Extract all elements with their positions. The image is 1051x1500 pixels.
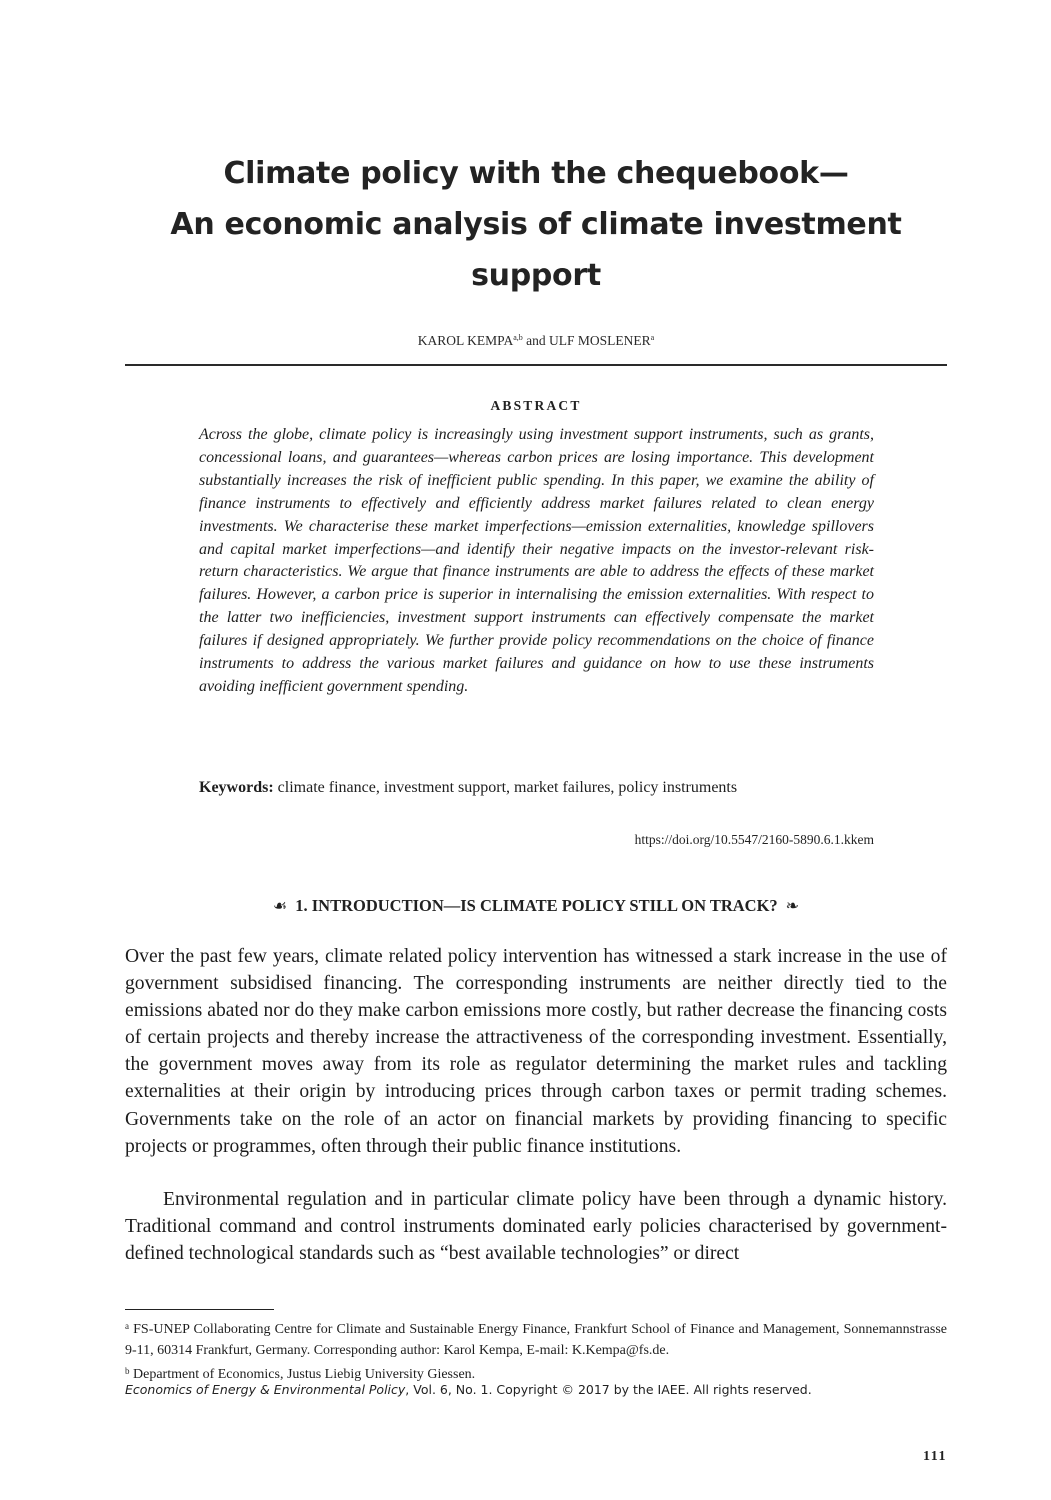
page-number: 111 bbox=[923, 1449, 947, 1464]
journal-details: , Vol. 6, No. 1. Copyright © 2017 by the IAEE. All rights reserved. bbox=[405, 1382, 812, 1397]
journal-citation bbox=[125, 1382, 812, 1397]
author-2-affiliation-marker: a bbox=[650, 333, 655, 342]
author-1-affiliation-marker: a,b bbox=[513, 333, 523, 342]
footnote-b-marker: b bbox=[125, 1366, 130, 1376]
author-2-name: ULF MOSLENER bbox=[549, 333, 651, 348]
title-line-2: An economic analysis of climate investment bbox=[170, 207, 902, 242]
doi-link[interactable]: https://doi.org/10.5547/2160-5890.6.1.kkem bbox=[634, 832, 874, 847]
abstract-text: Across the globe, climate policy is increasingly using investment support instruments, such as grants, concessional loans, and guarantees—whereas carbon prices are losing importance. This development substantially increases the risk of inefficient public spending. In this paper, we examine the ability of finance instruments to effectively and efficiently address market failures related to clean energy investments. We characterise these market imperfections—emission externalities, knowledge spillovers and capital market imperfections—and identify their negative impacts on the investor-relevant risk-return characteristics. We argue that finance instruments are able to address the effects of these market failures. However, a carbon price is superior in internalising the emission externalities. With respect to the latter two inefficiencies, investment support instruments can effectively compensate the market failures if designed appropriately. We further provide policy recommendations on the choice of finance instruments to address the various market failures and guidance on how to use these instruments avoiding inefficient government spending. bbox=[199, 426, 874, 695]
author-conjunction: and bbox=[526, 333, 546, 348]
title-line-1: Climate policy with the chequebook— bbox=[223, 156, 849, 191]
fleuron-right-icon: ❧ bbox=[785, 898, 800, 915]
abstract-heading: ABSTRACT bbox=[490, 398, 582, 413]
footnote-a-text: FS-UNEP Collaborating Centre for Climate and Sustainable Energy Finance, Frankfurt School of Finance and Management, Sonnemannstrasse 9-11, 60314 Frankfurt, Germany. Corresponding author: Karol Kempa, E-mail: K.Kempa@fs.de. bbox=[125, 1322, 948, 1358]
section-heading bbox=[125, 896, 947, 916]
keywords-label: Keywords: bbox=[199, 779, 274, 796]
section-title: 1. INTRODUCTION—IS CLIMATE POLICY STILL ON TRACK? bbox=[295, 896, 778, 915]
keywords-text: climate finance, investment support, market failures, policy instruments bbox=[277, 779, 738, 796]
author-line bbox=[125, 333, 947, 349]
header-divider bbox=[125, 364, 947, 366]
keywords bbox=[199, 777, 799, 800]
footnote-a bbox=[125, 1316, 947, 1361]
body-paragraph-1: Over the past few years, climate related policy intervention has witnessed a stark increase in the use of government subsidised financing. The corresponding instruments are neither directly tied to the emissions abated nor do they make carbon emissions more costly, but rather decrease the financing costs of certain projects and thereby increase the attractiveness of the corresponding investment. Essentially, the government moves away from its role as regulator determining the market rules and tackling externalities at their origin by introducing prices through carbon taxes or permit trading schemes. Governments take on the role of an actor on financial markets by providing financing to specific projects or programmes, often through their public finance institutions. bbox=[125, 946, 947, 1157]
author-1-name: KAROL KEMPA bbox=[417, 333, 514, 348]
footnote-a-marker: a bbox=[125, 1321, 129, 1331]
title-line-3: support bbox=[471, 258, 601, 293]
footnotes bbox=[125, 1316, 947, 1385]
journal-name: Economics of Energy & Environmental Policy bbox=[125, 1382, 406, 1397]
footnote-b-text: Department of Economics, Justus Liebig University Giessen. bbox=[133, 1367, 476, 1382]
footnote-divider bbox=[125, 1309, 274, 1310]
fleuron-left-icon: ☙ bbox=[272, 898, 288, 915]
body-paragraph-2: Environmental regulation and in particular climate policy have been through a dynamic history. Traditional command and control instruments dominated early policies characterised by government-defined technological standards such as “best available technologies” or direct bbox=[125, 1189, 947, 1265]
paper-title bbox=[125, 148, 947, 301]
